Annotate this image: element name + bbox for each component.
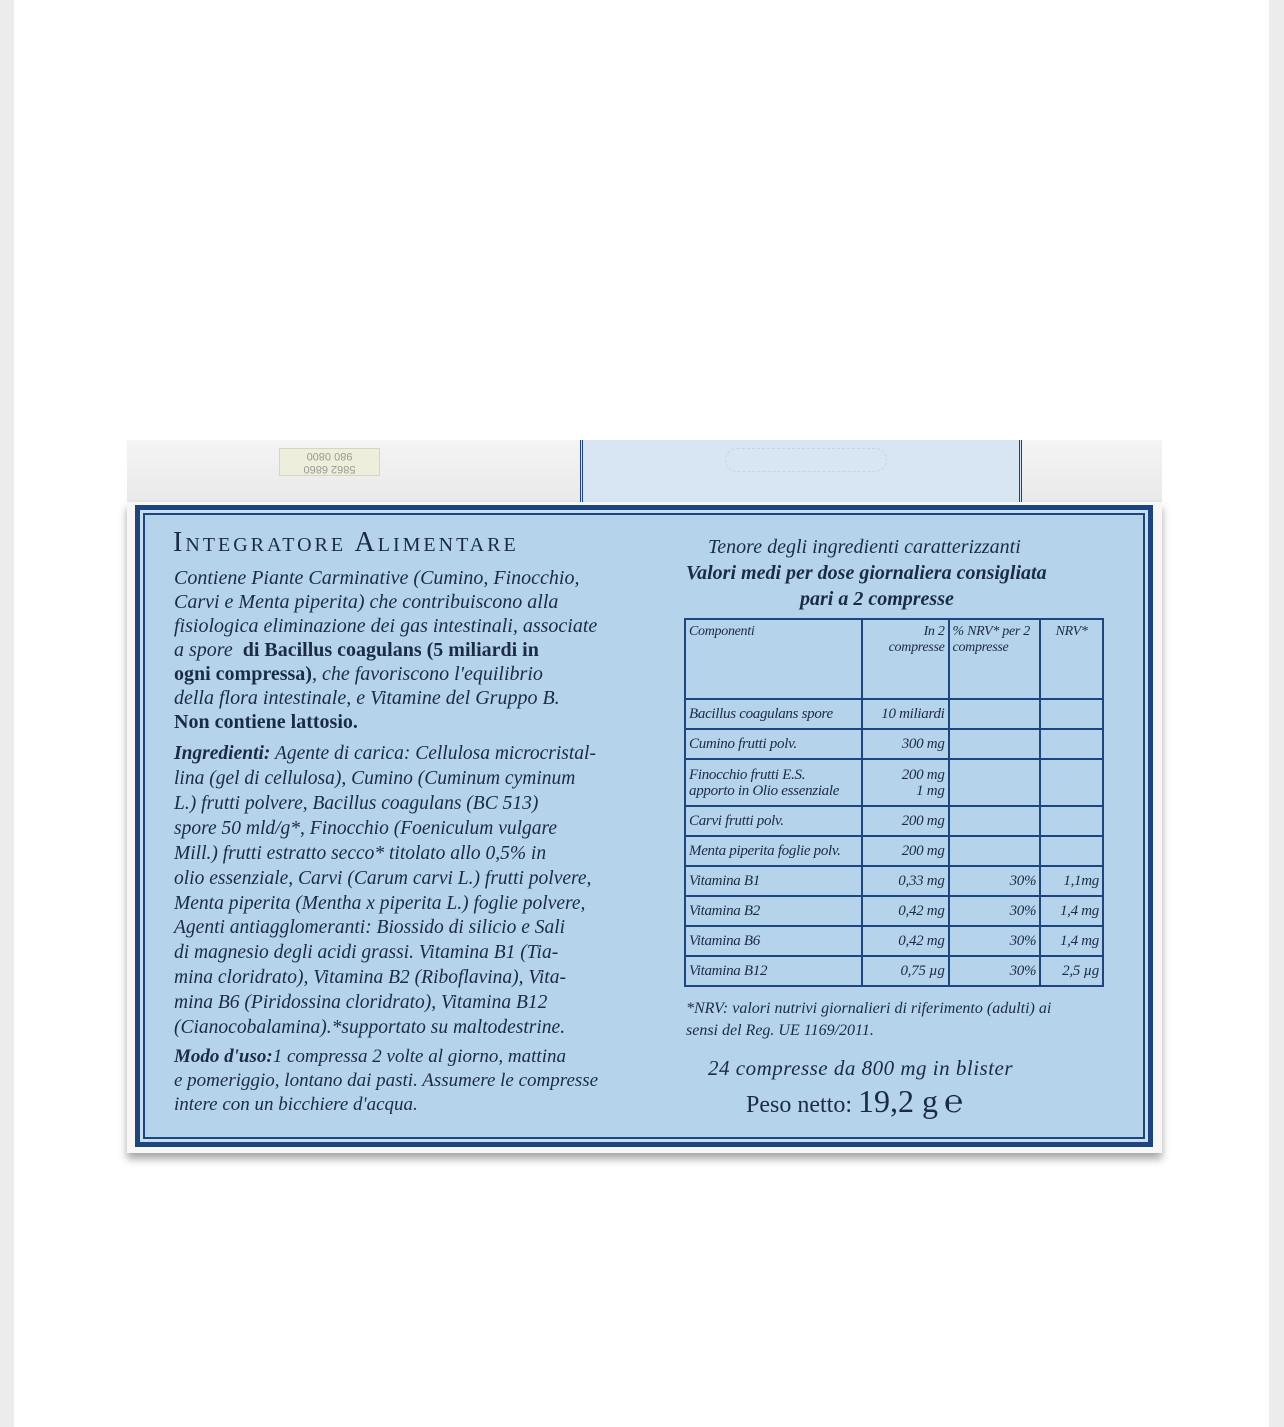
table-cell: 200 mg 1 mg (862, 759, 949, 806)
table-cell: Vitamina B1 (685, 866, 862, 896)
table-header-row (685, 619, 1103, 699)
table-row (685, 896, 1103, 926)
table-cell: 0,42 mg (862, 896, 949, 926)
table-cell: 2,5 µg (1040, 956, 1103, 986)
table-cell: Bacillus coagulans spore (685, 699, 862, 729)
table-cell: 1,4 mg (1040, 926, 1103, 956)
batch-label (279, 448, 380, 476)
table-cell (949, 836, 1041, 866)
table-subheading: Valori medi per dose giornaliera consigliata (686, 562, 1047, 584)
usage-line: Modo d'uso:1 compressa 2 volte al giorno, mattina (174, 1046, 566, 1067)
nutrition-table (684, 618, 1104, 987)
table-cell: Vitamina B6 (685, 926, 862, 956)
net-weight (746, 1083, 963, 1120)
batch-line-2: 980 0800 (306, 450, 353, 462)
table-row (685, 866, 1103, 896)
table-row (685, 926, 1103, 956)
table-cell: Carvi frutti polv. (685, 806, 862, 836)
description-line: Contiene Piante Carminative (Cumino, Finocchio, (174, 567, 580, 589)
net-weight-label: Peso netto: (746, 1092, 852, 1118)
description-line: a spore di Bacillus coagulans (5 miliardi in (174, 639, 539, 661)
table-row (685, 956, 1103, 986)
table-cell: 0,75 µg (862, 956, 949, 986)
ingredients-line: olio essenziale, Carvi (Carum carvi L.) frutti polvere, (174, 868, 592, 889)
ingredients-line: Agenti antiagglomeranti: Biossido di silicio e Sali (174, 917, 566, 938)
table-header: In 2 compresse (862, 619, 949, 699)
bacillus-highlight: di Bacillus coagulans (5 miliardi in (242, 639, 539, 661)
table-cell: 1,4 mg (1040, 896, 1103, 926)
table-row (685, 806, 1103, 836)
ingredients-line: (Cianocobalamina).*supportato su maltodestrine. (174, 1017, 566, 1038)
table-row (685, 699, 1103, 729)
usage-line: e pomeriggio, lontano dai pasti. Assumere le compresse (174, 1070, 599, 1091)
table-cell: Vitamina B12 (685, 956, 862, 986)
table-cell (1040, 836, 1103, 866)
ingredients-line: di magnesio degli acidi grassi. Vitamina B1 (Tia- (174, 942, 559, 963)
table-cell: 300 mg (862, 729, 949, 759)
package-count: 24 compresse da 800 mg in blister (708, 1056, 1014, 1080)
net-weight-value: 19,2 g (858, 1083, 938, 1119)
batch-line-1: 5862 6860 (303, 463, 356, 475)
description-line: Carvi e Menta piperita) che contribuiscono alla (174, 591, 559, 613)
table-cell: 0,42 mg (862, 926, 949, 956)
table-cell: Menta piperita foglie polv. (685, 836, 862, 866)
description-line: della flora intestinale, e Vitamine del Gruppo B. (174, 687, 560, 709)
table-row (685, 759, 1103, 806)
ingredients-line: L.) frutti polvere, Bacillus coagulans (BC 513) (174, 793, 539, 814)
table-cell (1040, 699, 1103, 729)
ingredients-label: Ingredienti: (174, 743, 271, 764)
embossed-ornament (725, 448, 887, 472)
product-category-title: Integratore Alimentare (173, 527, 519, 558)
table-cell (1040, 729, 1103, 759)
ingredients-line: mina cloridrato), Vitamina B2 (Riboflavina), Vita- (174, 967, 566, 988)
table-subheading: pari a 2 compresse (800, 588, 954, 610)
table-cell: Finocchio frutti E.S. apporto in Olio essenziale (685, 759, 862, 806)
table-cell: 30% (949, 956, 1041, 986)
table-cell (1040, 759, 1103, 806)
table-heading: Tenore degli ingredienti caratterizzanti (708, 536, 1021, 558)
usage-line: intere con un bicchiere d'acqua. (174, 1094, 418, 1115)
table-row (685, 729, 1103, 759)
ingredients-line: spore 50 mld/g*, Finocchio (Foeniculum vulgare (174, 818, 558, 839)
ingredients-line: Ingredienti: Agente di carica: Cellulosa microcristal- (174, 743, 596, 764)
table-cell: 30% (949, 926, 1041, 956)
table-cell: 0,33 mg (862, 866, 949, 896)
ingredients-line: Mill.) frutti estratto secco* titolato allo 0,5% in (174, 843, 547, 864)
usage-label: Modo d'uso: (174, 1046, 273, 1067)
description-line: ogni compressa), che favoriscono l'equilibrio (174, 663, 543, 685)
table-row (685, 836, 1103, 866)
table-cell (949, 806, 1041, 836)
table-cell (1040, 806, 1103, 836)
description-line: fisiologica eliminazione dei gas intestinali, associate (174, 615, 598, 637)
lactose-free-notice: Non contiene lattosio. (174, 711, 358, 733)
table-cell (949, 759, 1041, 806)
table-cell: 30% (949, 866, 1041, 896)
table-header: NRV* (1040, 619, 1103, 699)
table-cell: 200 mg (862, 836, 949, 866)
table-cell: 200 mg (862, 806, 949, 836)
table-cell: 1,1mg (1040, 866, 1103, 896)
estimated-sign-icon: ℮ (944, 1083, 964, 1119)
ingredients-line: Menta piperita (Mentha x piperita L.) foglie polvere, (174, 893, 586, 914)
table-cell: Cumino frutti polv. (685, 729, 862, 759)
table-cell: 30% (949, 896, 1041, 926)
table-header: % NRV* per 2 compresse (949, 619, 1041, 699)
nrv-footnote: *NRV: valori nutrivi giornalieri di riferimento (adulti) ai (686, 1000, 1052, 1017)
table-cell (949, 699, 1041, 729)
ingredients-line: mina B6 (Piridossina cloridrato), Vitamina B12 (174, 992, 548, 1013)
table-cell (949, 729, 1041, 759)
ingredients-line: lina (gel di cellulosa), Cumino (Cuminum cyminum (174, 768, 576, 789)
table-cell: 10 miliardi (862, 699, 949, 729)
table-header: Componenti (685, 619, 862, 699)
nrv-footnote: sensi del Reg. UE 1169/2011. (686, 1022, 874, 1039)
table-cell: Vitamina B2 (685, 896, 862, 926)
